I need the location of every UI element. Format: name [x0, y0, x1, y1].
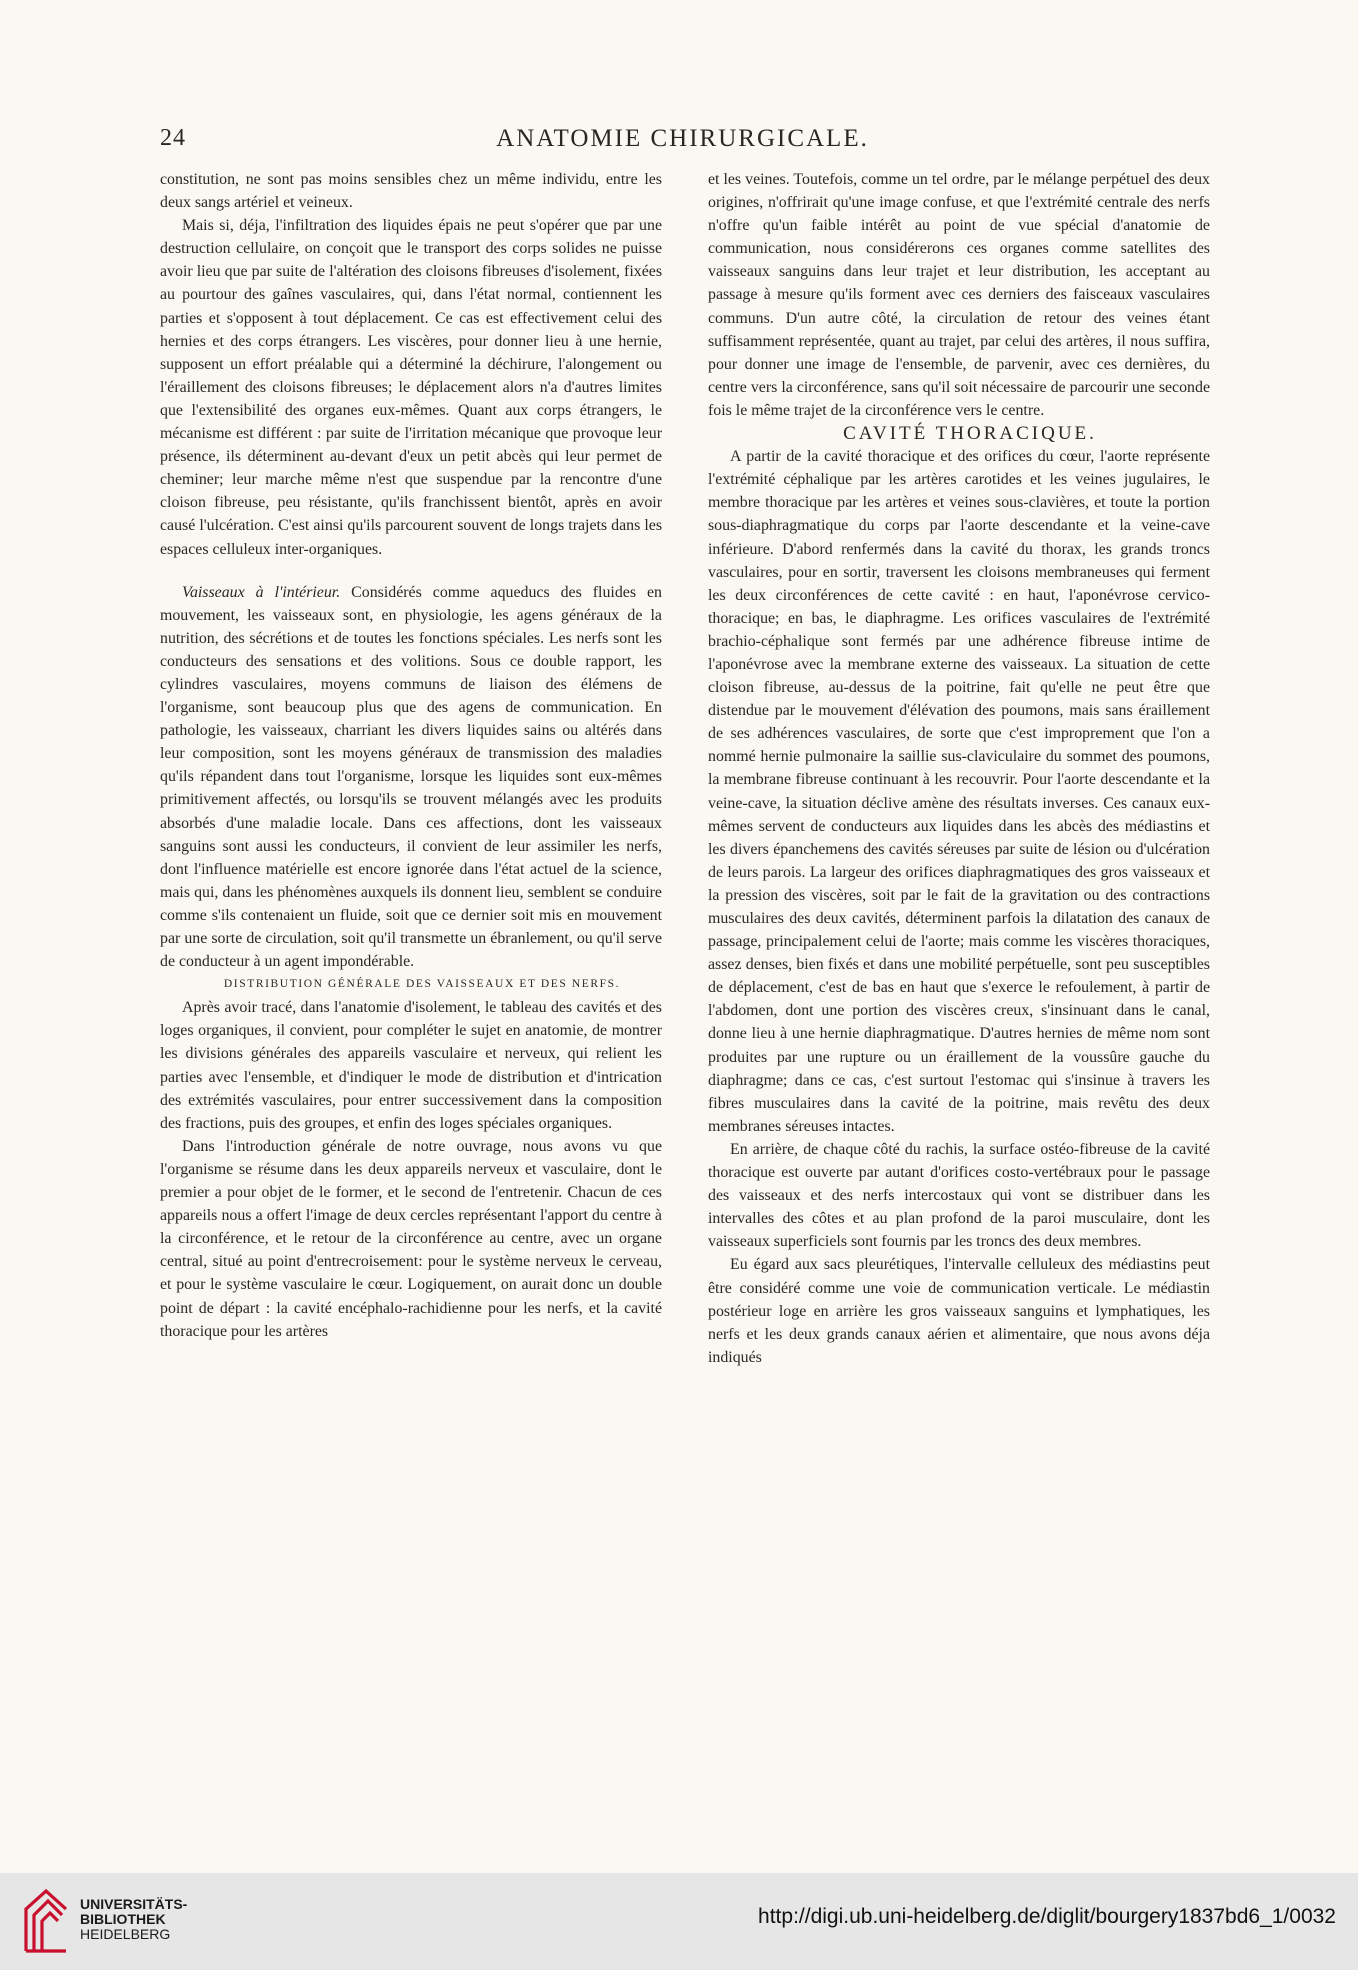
page-header	[160, 125, 1205, 157]
paragraph: En arrière, de chaque côté du rachis, la surface ostéo-fibreuse de la cavité thoracique est ouverte par autant d'orifices costo-vertébraux pour le passage des vaisseaux et des nerfs intercostaux qui vont se distribuer dans les intervalles des côtes et au plan profond de la paroi musculaire, dont les vaisseaux superficiels sont fournis par les troncs des deux membres.	[708, 1140, 1210, 1251]
right-column	[708, 168, 1210, 1369]
paragraph: Dans l'introduction générale de notre ouvrage, nous avons vu que l'organisme se résume dans les deux appareils nerveux et vasculaire, dont le premier a pour objet de le former, et le second de l'entretenir. Chacun de ces appareils nous a offert l'image de deux cercles représentant l'apport du centre à la circonférence, et le retour de la circonférence au centre, avec un organe central, situé au point d'entrecroisement: pour le système nerveux le cerveau, et pour le système vasculaire le cœur. Logiquement, on aurait donc un double point de départ : la cavité encéphalo-rachidienne pour les nerfs, et la cavité thoracique pour les artères	[160, 1137, 662, 1340]
paragraph: Eu égard aux sacs pleurétiques, l'intervalle celluleux des médiastins peut être considéré comme une voie de communication verticale. Le médiastin postérieur loge en arrière les gros vaisseaux sanguins et lymphatiques, les nerfs et les deux grands canaux aérien et alimentaire, que nous avons déja indiqués	[708, 1256, 1210, 1366]
subheading: DISTRIBUTION GÉNÉRALE DES VAISSEAUX ET DES NERFS.	[223, 978, 621, 991]
page-number: 24	[160, 125, 186, 151]
footer-bar	[0, 1873, 1358, 1970]
library-logo-icon	[20, 1883, 72, 1955]
library-name-line: BIBLIOTHEK	[80, 1911, 166, 1927]
paragraph: Mais si, déja, l'infiltration des liquides épais ne peut s'opérer que par une destruction cellulaire, on conçoit que le transport des corps solides ne puisse avoir lieu que par suite de l'altération des cloisons fibreuses d'isolement, fixées au pourtour des gaînes vasculaires, qui, dans l'état normal, contiennent les parties et s'opposent à tout déplacement. Ce cas est effectivement celui des hernies et des corps étrangers. Les viscères, pour donner lieu à une hernie, supposent un effort préalable qui a déterminé la déchirure, l'alongement ou l'éraillement des cloisons fibreuses; le déplacement alors n'a d'autres limites que l'extensibilité des organes eux-mêmes. Quant aux corps étrangers, le mécanisme est différent : par suite de l'irritation mécanique que provoque leur présence, ils déterminent au-devant d'eux un petit abcès qui leur permet de cheminer; leur marche même n'est que suspendue par la rencontre d'une cloison fibreuse, peu résistante, qu'ils franchissent bientôt, après en avoir causé l'ulcération. C'est ainsi qu'ils parcourent souvent de longs trajets dans les espaces celluleux inter-organiques.	[160, 217, 662, 558]
paragraph: et les veines. Toutefois, comme un tel ordre, par le mélange perpétuel des deux origines, n'offrirait qu'une image confuse, et que l'extrémité centrale des nerfs n'offre qu'un faible intérêt au point de vue spécial d'anatomie de communication, nous considérerons ces organes comme satellites des vaisseaux sanguins dans leur trajet et leur distribution, les acceptant au passage à mesure qu'ils forment avec ces derniers des faisceaux vasculaires communs. D'un autre côté, la circulation de retour des veines étant suffisamment représentée, quant au trajet, par celui des artères, il nous suffira, pour donner une image de l'ensemble, de parvenir, avec ces dernières, du centre vers la circonférence, sans qu'il soit nécessaire de parcourir une seconde fois le même trajet de la circonférence vers le centre.	[708, 171, 1210, 419]
paragraph	[160, 581, 662, 974]
paragraph: A partir de la cavité thoracique et des orifices du cœur, l'aorte représente l'extrémité céphalique par les artères carotides et les veines jugulaires, le membre thoracique par les artères et veines sous-clavières, et toute la portion sous-diaphragmatique du corps par l'aorte descendante et la veine-cave inférieure. D'abord renfermés dans la cavité du thorax, les grands troncs vasculaires, pour en sortir, traversent les cloisons membraneuses qui ferment les deux circonférences de cette cavité : en haut, l'aponévrose cervico-thoracique; en bas, le diaphragme. Les orifices vasculaires de l'extrémité brachio-céphalique sont fermés par une adhérence fibreuse intime de l'aponévrose avec la membrane externe des vaisseaux. La situation de cette cloison fibreuse, au-dessus de la poitrine, fait qu'elle ne peut être que distendue par le mouvement d'élévation des poumons, mais sans éraillement de ses adhérences vasculaires, de sorte que c'est improprement que l'on a nommé hernie pulmonaire la saillie sus-claviculaire du sommet des poumons, la membrane fibreuse continuant à les recouvrir. Pour l'aorte descendante et la veine-cave, la situation déclive amène des résultats inverses. Ces canaux eux-mêmes servent de conducteurs aux liquides dans les abcès des médiastins et les divers épanchemens des cavités séreuses par suite de lésion ou d'ulcération de leurs parois. La largeur des orifices diaphragmatiques des gros vaisseaux et la pression des viscères, soit par le fait de la gravitation ou des contractions musculaires des deux cavités, déterminent parfois la dilatation des canaux de passage, principalement celui de l'aorte; mais comme les viscères thoraciques, assez denses, bien fixés et dans une mobilité perpétuelle, sont peu susceptibles de déplacement, c'est de bas en haut que s'exerce le refoulement, à partir de l'abdomen, dont une portion des viscères creux, s'insinuant dans le canal, donne lieu à une hernie diaphragmatique. D'autres hernies de même nom sont produites par une rupture ou un éraillement de la voussûre gauche du diaphragme; dans ce cas, c'est surtout l'estomac qui s'insinue à travers les fibres musculaires dans la cavité de la poitrine, mais revêtu des deux membranes séreuses intactes.	[708, 448, 1210, 1135]
library-name-line: UNIVERSITÄTS-	[80, 1896, 188, 1912]
paragraph-lead-italic: Vaisseaux à l'intérieur.	[182, 583, 341, 601]
source-url-link[interactable]: http://digi.ub.uni-heidelberg.de/diglit/bourgery1837bd6_1/0032	[758, 1905, 1336, 1928]
library-name	[80, 1897, 187, 1942]
paragraph: Après avoir tracé, dans l'anatomie d'isolement, le tableau des cavités et des loges organiques, il convient, pour compléter le sujet en anatomie, de montrer les divisions générales des appareils vasculaire et nerveux, qui relient les parties avec l'ensemble, et d'indiquer le mode de distribution et d'intrication des extrémités vasculaires, pour entrer successivement dans la composition des fractions, puis des groupes, et enfin des loges spéciales organiques.	[160, 999, 662, 1132]
library-name-line: HEIDELBERG	[80, 1926, 171, 1942]
running-title: ANATOMIE CHIRURGICALE.	[496, 125, 869, 152]
section-title: CAVITÉ THORACIQUE.	[843, 423, 1097, 445]
paragraph: constitution, ne sont pas moins sensibles chez un même individu, entre les deux sangs artériel et veineux.	[160, 171, 662, 212]
paragraph-body: Considérés comme aqueducs des fluides en mouvement, les vaisseaux sont, en physiologie, les agens généraux de la nutrition, des sécrétions et de toutes les fonctions spéciales. Les nerfs sont les conducteurs des sensations et des volitions. Sous ce double rapport, les cylindres vasculaires, moyens communs de liaison des élémens de l'organisme, sont beaucoup plus que des agens de communication. En pathologie, les vaisseaux, charriant les divers liquides sains ou altérés dans leur composition, sont les moyens généraux de transmission des maladies qu'ils répandent dans tout l'organisme, lorsque les liquides sont eux-mêmes primitivement affectés, ou lorsqu'ils se trouvent mélangés avec les produits absorbés d'une maladie locale. Dans ces affections, dont les vaisseaux sanguins sont aussi les conducteurs, il convient de leur assimiler les nerfs, dont l'influence matérielle est encore ignorée dans l'état actuel de la science, mais qui, dans les phénomènes auxquels ils donnent lieu, semblent se conduire comme s'ils contenaient un fluide, soit que ce dernier soit mis en mouvement par une sorte de circulation, soit qu'il transmette un ébranlement, ou qu'il serve de conducteur à un agent impondérable.	[160, 583, 662, 971]
left-column	[160, 168, 662, 1343]
